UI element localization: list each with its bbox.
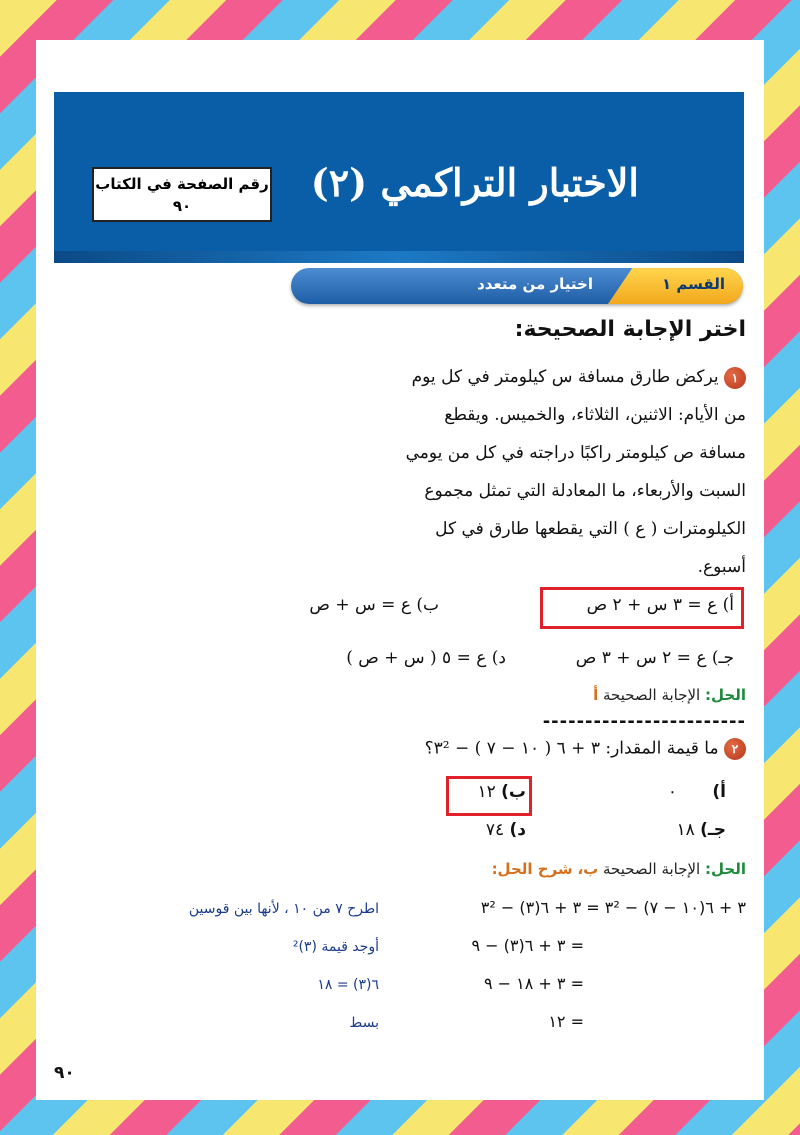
q2-solution [492, 860, 746, 878]
q2-solution-answer: ب، [577, 860, 599, 878]
q1-solution-text: الإجابة الصحيحة [603, 686, 701, 704]
q1-option-b[interactable]: ب) ع = س + ص [309, 595, 439, 615]
q2-option-c-letter: جـ) [700, 820, 726, 840]
section-number: القسم ١ [662, 275, 725, 293]
section-bar [291, 268, 743, 304]
question-1-line: مسافة ص كيلومتر راكبًا دراجته في كل من يومي [405, 443, 746, 463]
header-banner [54, 92, 744, 263]
q1-solution-answer: أ [593, 686, 599, 704]
question-1-line: من الأيام: الاثنين، الثلاثاء، والخميس. ويقطع [444, 405, 746, 425]
q1-option-a[interactable]: أ) ع = ٣ س + ٢ ص [586, 595, 734, 615]
q2-option-b-value: ١٢ [477, 782, 496, 802]
solution-note: بسط [349, 1015, 379, 1031]
q1-option-d[interactable]: د) ع = ٥ ( س + ص ) [346, 648, 506, 668]
q1-solution [593, 686, 746, 704]
page-number: ٩٠ [54, 1063, 75, 1083]
solution-note: ٦(٣) = ١٨ [317, 977, 379, 993]
solution-step: = ١٢ [548, 1012, 584, 1031]
divider: ------------------------ [542, 711, 746, 732]
q2-option-c-value: ١٨ [676, 820, 695, 840]
question-2-number-badge: ٢ [724, 738, 746, 760]
banner-stripe [54, 251, 744, 263]
question-2-text: ما قيمة المقدار: ٣ + ٦ ( ١٠ − ٧ ) − ٣²؟ [424, 738, 719, 759]
solution-note: أوجد قيمة (٣)² [292, 939, 379, 955]
question-1 [366, 358, 746, 586]
section-title: اختيار من متعدد [477, 275, 593, 293]
q2-option-a[interactable] [668, 782, 726, 802]
instruction-heading: اختر الإجابة الصحيحة: [514, 317, 746, 342]
solution-step: ٣ + ٦(١٠ − ٧) − ٣² = ٣ + ٦(٣) − ٣² [480, 898, 746, 917]
q2-option-a-letter: أ) [712, 782, 726, 802]
question-1-line: يركض طارق مسافة س كيلومتر في كل يوم [411, 367, 719, 387]
q1-solution-label: الحل: [705, 686, 746, 704]
book-page-reference-label: رقم الصفحة في الكتاب [95, 175, 269, 193]
question-1-line: الكيلومترات ( ع ) التي يقطعها طارق في كل [435, 519, 746, 539]
q1-option-c[interactable]: جـ) ع = ٢ س + ٣ ص [575, 648, 734, 668]
solution-step: = ٣ + ٦(٣) − ٩ [471, 936, 584, 955]
q2-option-a-value: ٠ [667, 782, 677, 802]
q2-solution-text: الإجابة الصحيحة [603, 860, 701, 878]
q2-option-c[interactable] [676, 820, 726, 840]
question-1-number-badge: ١ [724, 367, 746, 389]
page-title: الاختبار التراكمي (٢) [310, 160, 639, 205]
book-page-reference-value: ٩٠ [172, 197, 192, 215]
q2-explanation-label: شرح الحل: [491, 860, 573, 878]
question-1-line: أسبوع. [697, 557, 746, 577]
question-1-line: السبت والأربعاء، ما المعادلة التي تمثل مجموع [424, 481, 746, 501]
q2-option-b[interactable] [477, 782, 526, 802]
question-2 [425, 738, 746, 760]
q2-solution-label: الحل: [705, 860, 746, 878]
solution-step: = ٣ + ١٨ − ٩ [483, 974, 584, 993]
q2-option-b-letter: ب) [501, 782, 526, 802]
q2-option-d[interactable] [486, 820, 526, 840]
worksheet-page [36, 40, 764, 1100]
solution-note: اطرح ٧ من ١٠ ، لأنها بين قوسين [188, 901, 379, 917]
book-page-reference [92, 167, 272, 222]
q2-option-d-value: ٧٤ [485, 820, 505, 840]
q2-option-d-letter: د) [509, 820, 526, 840]
